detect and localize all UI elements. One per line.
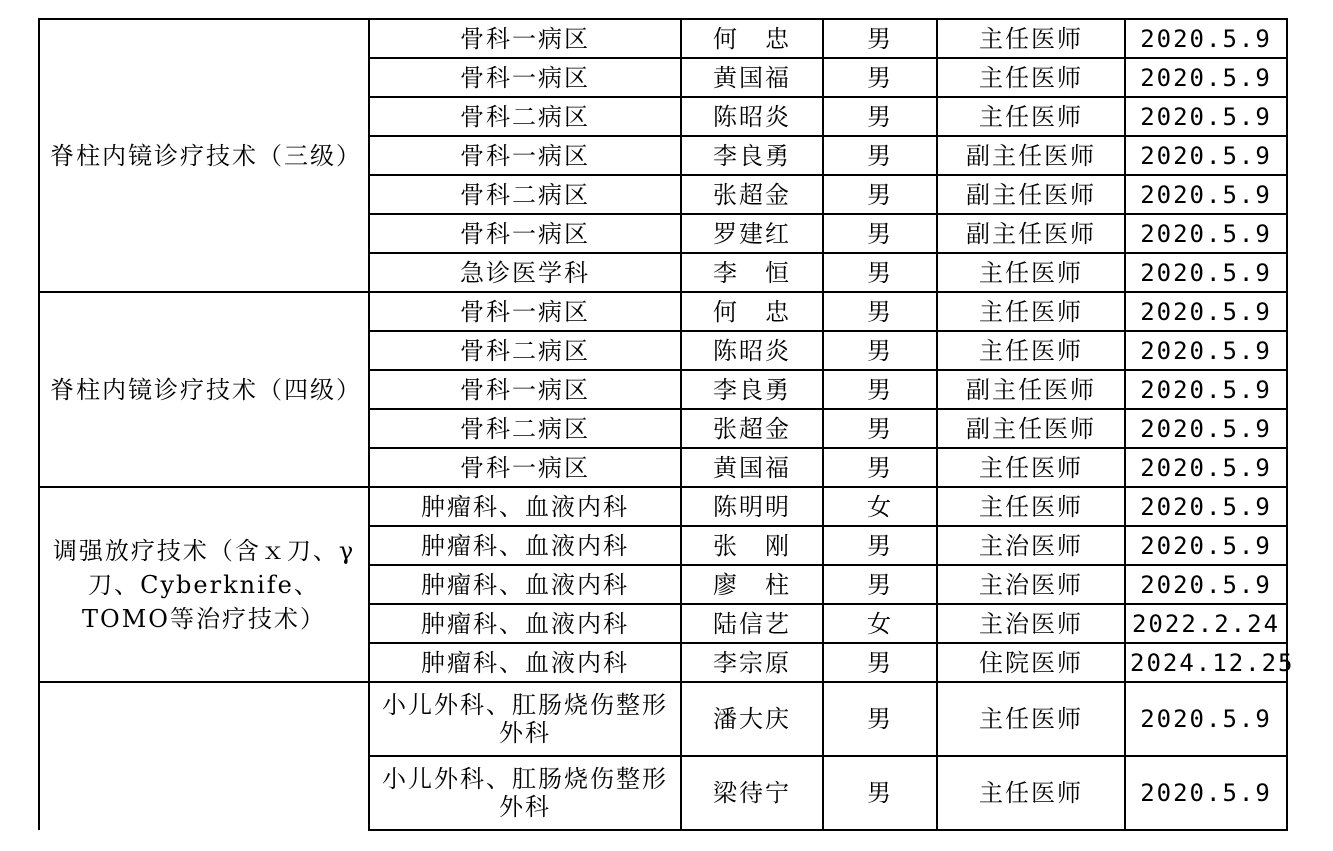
gender-cell: 男 [823,175,937,214]
table-row [39,682,1287,756]
department-cell: 骨科一病区 [369,370,681,409]
department-cell: 肿瘤科、血液内科 [369,565,681,604]
doctor-name-cell: 黄国福 [681,58,823,97]
department-cell: 肿瘤科、血液内科 [369,526,681,565]
gender-cell: 男 [823,214,937,253]
table-row [39,292,1287,331]
department-cell: 骨科二病区 [369,409,681,448]
gender-cell: 男 [823,526,937,565]
title-cell: 主任医师 [937,97,1125,136]
date-cell: 2020.5.9 [1125,253,1287,292]
doctor-name-cell: 张超金 [681,175,823,214]
date-cell: 2020.5.9 [1125,136,1287,175]
technique-cell: 调强放疗技术（含ｘ刀、γ刀、Cyberknife、TOMO等治疗技术） [39,487,369,682]
gender-cell: 男 [823,409,937,448]
title-cell: 主任医师 [937,331,1125,370]
doctor-name-cell: 廖 柱 [681,565,823,604]
gender-cell: 女 [823,604,937,643]
technique-cell [39,682,369,830]
department-cell: 骨科二病区 [369,97,681,136]
table-body [39,19,1295,830]
doctor-name-cell: 陈明明 [681,487,823,526]
doctor-name-cell: 李良勇 [681,370,823,409]
title-cell: 主任医师 [937,682,1125,756]
title-cell: 主任医师 [937,253,1125,292]
gender-cell: 男 [823,292,937,331]
date-cell: 2020.5.9 [1125,97,1287,136]
title-cell: 副主任医师 [937,409,1125,448]
gender-cell: 男 [823,370,937,409]
technique-cell: 脊柱内镜诊疗技术（四级） [39,292,369,487]
date-cell: 2020.5.9 [1125,448,1287,487]
department-cell: 小儿外科、肛肠烧伤整形外科 [369,682,681,756]
department-cell: 骨科一病区 [369,292,681,331]
doctor-name-cell: 何 忠 [681,19,823,58]
date-cell: 2020.5.9 [1125,370,1287,409]
date-cell: 2020.5.9 [1125,756,1287,830]
doctor-name-cell: 张 刚 [681,526,823,565]
date-cell: 2024.12.25 [1125,643,1287,682]
department-cell: 骨科一病区 [369,136,681,175]
doctor-name-cell: 罗建红 [681,214,823,253]
title-cell: 住院医师 [937,643,1125,682]
department-cell: 急诊医学科 [369,253,681,292]
title-cell: 主任医师 [937,487,1125,526]
date-cell: 2020.5.9 [1125,19,1287,58]
department-cell: 骨科一病区 [369,19,681,58]
date-cell: 2020.5.9 [1125,58,1287,97]
department-cell: 骨科一病区 [369,214,681,253]
technique-cell: 脊柱内镜诊疗技术（三级） [39,19,369,292]
department-cell: 骨科二病区 [369,331,681,370]
gender-cell: 女 [823,487,937,526]
title-cell: 主治医师 [937,604,1125,643]
title-cell: 主任医师 [937,292,1125,331]
doctor-name-cell: 李 恒 [681,253,823,292]
doctor-name-cell: 梁待宁 [681,756,823,830]
gender-cell: 男 [823,565,937,604]
doctor-name-cell: 李良勇 [681,136,823,175]
department-cell: 肿瘤科、血液内科 [369,643,681,682]
doctor-name-cell: 李宗原 [681,643,823,682]
title-cell: 副主任医师 [937,370,1125,409]
table-row [39,19,1287,58]
gender-cell: 男 [823,756,937,830]
date-cell: 2020.5.9 [1125,331,1287,370]
title-cell: 主任医师 [937,448,1125,487]
date-cell: 2020.5.9 [1125,214,1287,253]
title-cell: 主治医师 [937,565,1125,604]
department-cell: 骨科一病区 [369,58,681,97]
date-cell: 2020.5.9 [1125,409,1287,448]
doctor-name-cell: 陈昭炎 [681,97,823,136]
gender-cell: 男 [823,331,937,370]
date-cell: 2022.2.24 [1125,604,1287,643]
department-cell: 骨科二病区 [369,175,681,214]
date-cell: 2020.5.9 [1125,292,1287,331]
doctor-name-cell: 陆信艺 [681,604,823,643]
gender-cell: 男 [823,448,937,487]
doctor-name-cell: 潘大庆 [681,682,823,756]
department-cell: 骨科一病区 [369,448,681,487]
doctor-authorization-table [38,18,1295,831]
department-cell: 肿瘤科、血液内科 [369,487,681,526]
title-cell: 副主任医师 [937,214,1125,253]
gender-cell: 男 [823,682,937,756]
department-cell: 小儿外科、肛肠烧伤整形外科 [369,756,681,830]
title-cell: 主任医师 [937,19,1125,58]
table-row [39,487,1287,526]
date-cell: 2020.5.9 [1125,175,1287,214]
gender-cell: 男 [823,58,937,97]
title-cell: 副主任医师 [937,175,1125,214]
gender-cell: 男 [823,643,937,682]
date-cell: 2020.5.9 [1125,682,1287,756]
doctor-name-cell: 何 忠 [681,292,823,331]
title-cell: 主任医师 [937,58,1125,97]
title-cell: 主治医师 [937,526,1125,565]
title-cell: 副主任医师 [937,136,1125,175]
department-cell: 肿瘤科、血液内科 [369,604,681,643]
gender-cell: 男 [823,19,937,58]
gender-cell: 男 [823,97,937,136]
date-cell: 2020.5.9 [1125,487,1287,526]
gender-cell: 男 [823,253,937,292]
doctor-name-cell: 陈昭炎 [681,331,823,370]
title-cell: 主任医师 [937,756,1125,830]
doctor-name-cell: 黄国福 [681,448,823,487]
gender-cell: 男 [823,136,937,175]
doctor-name-cell: 张超金 [681,409,823,448]
date-cell: 2020.5.9 [1125,526,1287,565]
date-cell: 2020.5.9 [1125,565,1287,604]
